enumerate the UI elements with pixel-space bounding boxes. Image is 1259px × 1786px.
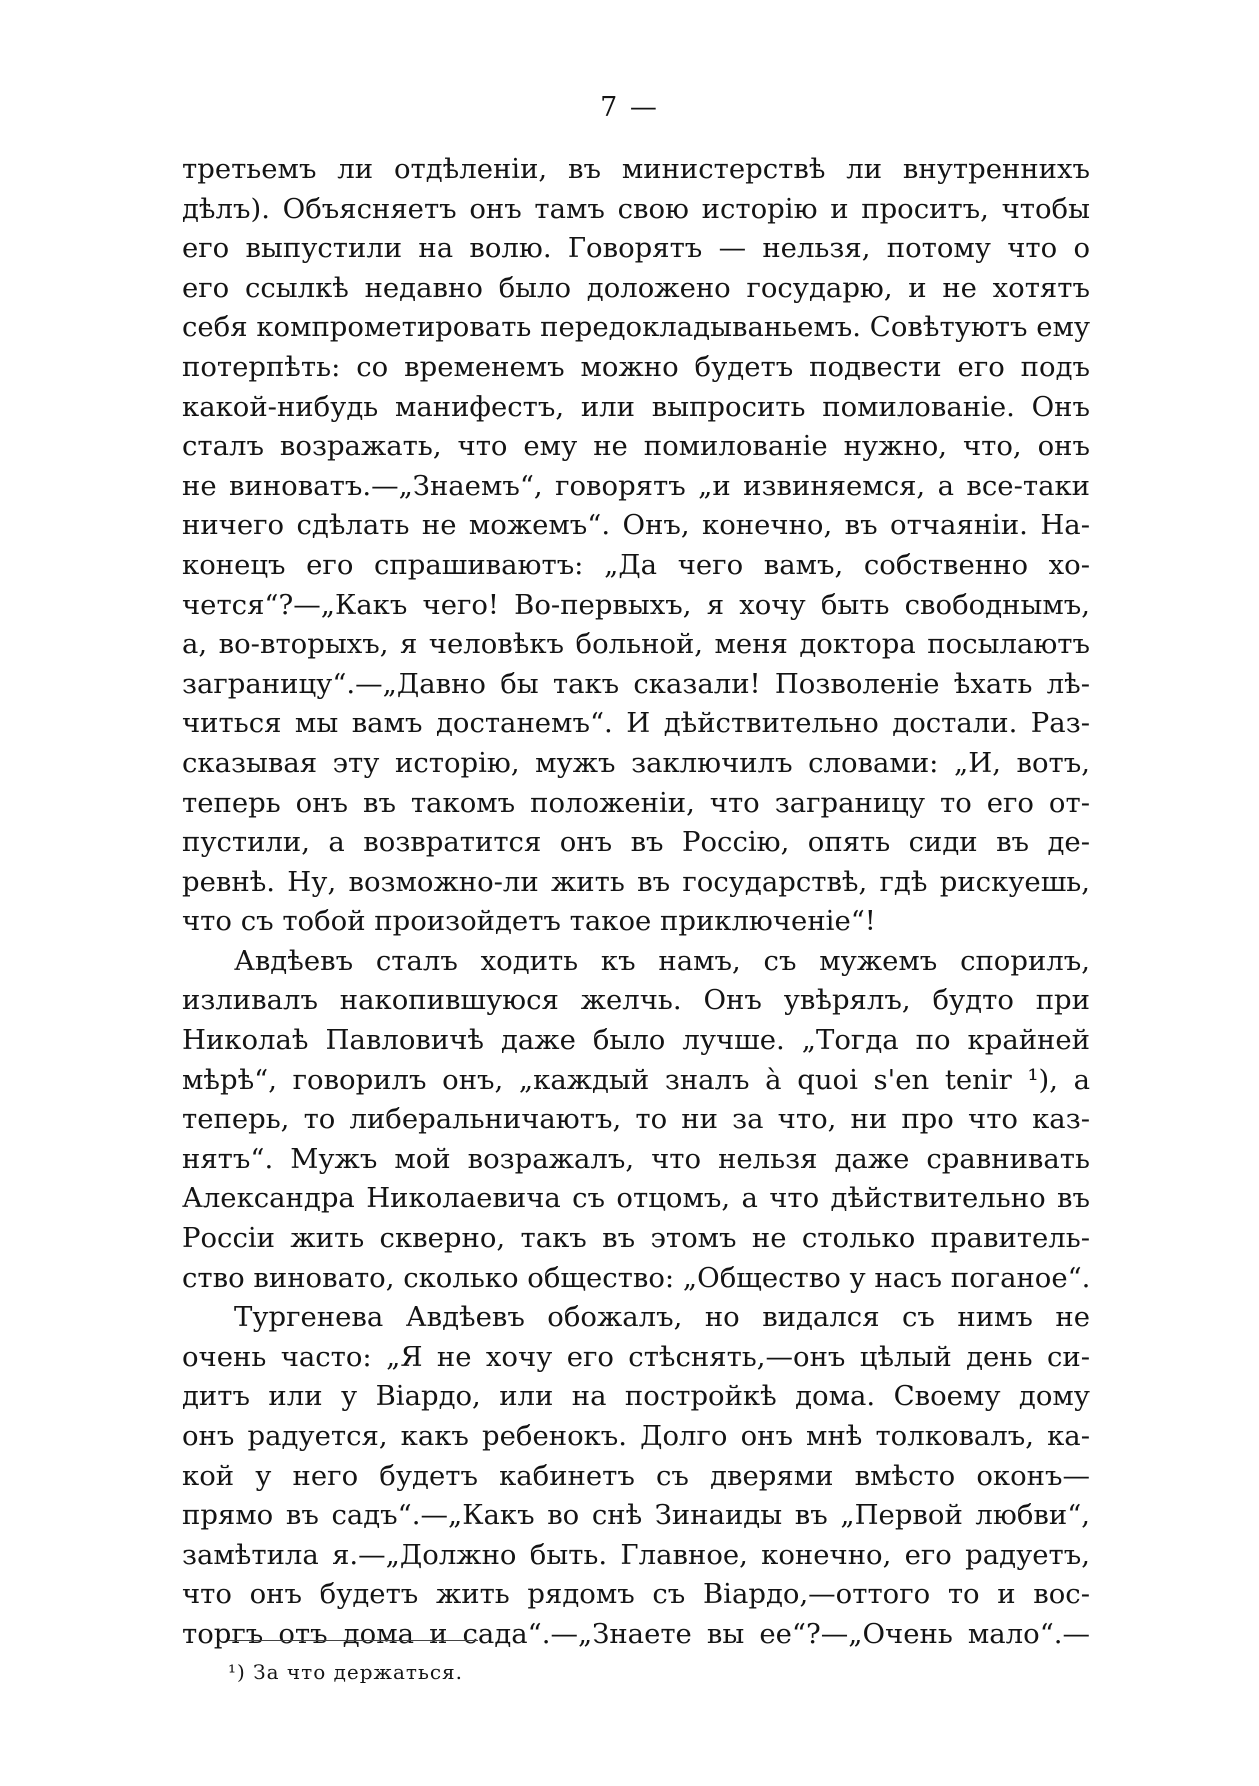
text-line: прямо въ садъ“.—„Какъ во снѣ Зинаиды въ „Первой любви“, — [182, 1499, 1090, 1532]
text-line: теперь онъ въ такомъ положеніи, что заграницу то его от- — [182, 786, 1090, 819]
text-line: Россіи жить скверно, такъ въ этомъ не столько правитель- — [182, 1222, 1090, 1255]
text-line: ничего сдѣлать не можемъ“. Онъ, конечно, въ отчаяніи. На- — [182, 509, 1090, 542]
text-line: его ссылкѣ недавно было доложено государю, и не хотятъ — [182, 271, 1090, 304]
text-line: сталъ возражать, что ему не помилованіе нужно, что, онъ — [182, 430, 1090, 463]
page-number: 7 — — [600, 92, 659, 123]
text-line: Александра Николаевича съ отцомъ, а что дѣйствительно въ — [182, 1182, 1090, 1215]
footnote: ¹) За что держаться. — [228, 1660, 464, 1684]
paragraph — [182, 1298, 1090, 1654]
text-line: ревнѣ. Ну, возможно-ли жить въ государствѣ, гдѣ рискуешь, — [182, 865, 1090, 898]
text-line: дитъ или у Віардо, или на постройкѣ дома. Своему дому — [182, 1380, 1090, 1413]
text-line: какой-нибудь манифестъ, или выпросить помилованіе. Онъ — [182, 390, 1090, 423]
text-line: мѣрѣ“, говорилъ онъ, „каждый зналъ à quoi s'en tenir ¹), а — [182, 1063, 1090, 1096]
paragraph — [182, 150, 1090, 942]
text-line: что онъ будетъ жить рядомъ съ Віардо,—оттого то и вос- — [182, 1578, 1090, 1611]
text-line: изливалъ накопившуюся желчь. Онъ увѣрялъ, будто при — [182, 984, 1090, 1017]
text-line: конецъ его спрашиваютъ: „Да чего вамъ, собственно хо- — [182, 548, 1090, 581]
text-line: сказывая эту исторію, мужъ заключилъ словами: „И, вотъ, — [182, 746, 1090, 779]
text-line: торгъ отъ дома и сада“.—„Знаете вы ее“?—„Очень мало“.— — [182, 1617, 1090, 1650]
text-line: что съ тобой произойдетъ такое приключеніе“! — [182, 905, 876, 938]
text-line: очень часто: „Я не хочу его стѣснять,—онъ цѣлый день си- — [182, 1340, 1090, 1373]
text-line: теперь, то либеральничаютъ, то ни за что, ни про что каз- — [182, 1103, 1090, 1136]
text-line: дѣлъ). Объясняетъ онъ тамъ свою исторію и проситъ, чтобы — [182, 192, 1090, 225]
text-line: третьемъ ли отдѣленіи, въ министерствѣ ли внутреннихъ — [182, 153, 1090, 185]
text-line: заграницу“.—„Давно бы такъ сказали! Позволеніе ѣхать лѣ- — [182, 667, 1090, 700]
text-line: пустили, а возвратится онъ въ Россію, опять сиди въ де- — [182, 826, 1090, 859]
text-line: Николаѣ Павловичѣ даже было лучше. „Тогда по крайней — [182, 1024, 1090, 1057]
text-line: читься мы вамъ достанемъ“. И дѣйствительно достали. Раз- — [182, 707, 1090, 740]
text-line: Авдѣевъ сталъ ходить къ намъ, съ мужемъ спорилъ, — [234, 944, 1090, 977]
text-line: нятъ“. Мужъ мой возражалъ, что нельзя даже сравнивать — [182, 1142, 1090, 1175]
text-line: его выпустили на волю. Говорятъ — нельзя, потому что о — [182, 232, 1090, 265]
text-line: Тургенева Авдѣевъ обожалъ, но видался съ нимъ не — [234, 1301, 1090, 1334]
text-line: кой у него будетъ кабинетъ съ дверями вмѣсто оконъ— — [182, 1459, 1090, 1492]
text-line: потерпѣть: со временемъ можно будетъ подвести его подъ — [182, 350, 1090, 383]
body-text — [182, 150, 1090, 1655]
paragraph — [182, 942, 1090, 1298]
text-line: не виноватъ.—„Знаемъ“, говорятъ „и извиняемся, а все-таки — [182, 469, 1090, 502]
text-line: замѣтила я.—„Должно быть. Главное, конечно, его радуетъ, — [182, 1538, 1090, 1571]
text-line: себя компрометировать передокладываньемъ. Совѣтуютъ ему — [182, 311, 1091, 344]
text-line: а, во-вторыхъ, я человѣкъ больной, меня доктора посылаютъ — [182, 628, 1090, 661]
text-line: ство виновато, сколько общество: „Общество у насъ поганое“. — [182, 1261, 1091, 1294]
text-line: чется“?—„Какъ чего! Во-первыхъ, я хочу быть свободнымъ, — [182, 588, 1090, 621]
text-line: онъ радуется, какъ ребенокъ. Долго онъ мнѣ толковалъ, ка- — [182, 1420, 1090, 1452]
footnote-divider — [228, 1640, 478, 1641]
